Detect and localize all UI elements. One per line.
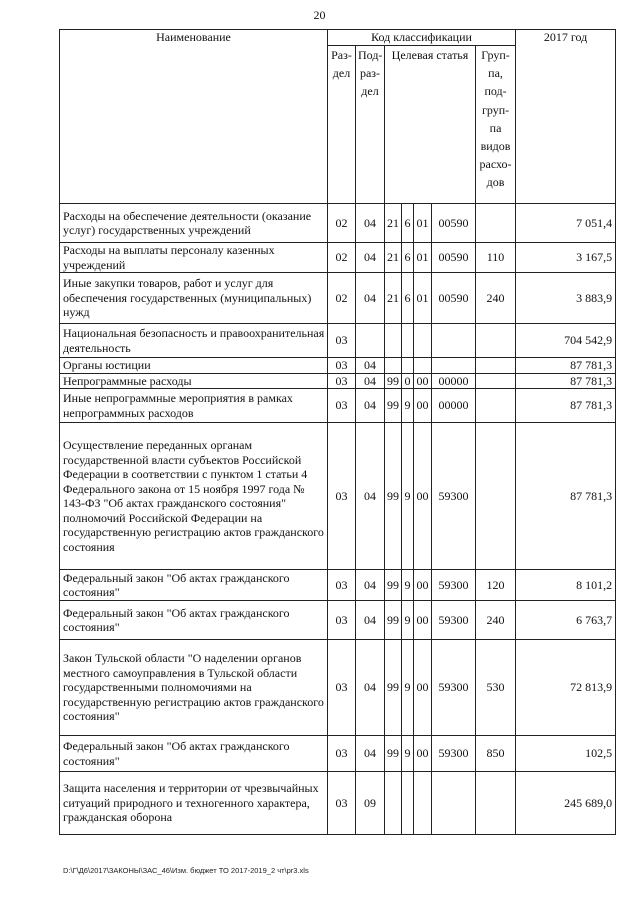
row-target-4 [432, 358, 476, 374]
row-vid [476, 772, 516, 835]
row-podrazdel: 09 [356, 772, 385, 835]
row-name: Непрограммные расходы [60, 373, 328, 389]
row-vid [476, 204, 516, 243]
row-target-4: 59300 [432, 423, 476, 570]
row-vid [476, 423, 516, 570]
row-podrazdel: 04 [356, 601, 385, 640]
row-podrazdel: 04 [356, 640, 385, 736]
row-name: Иные непрограммные мероприятия в рамках непрограммных расходов [60, 389, 328, 423]
row-razdel: 02 [328, 204, 356, 243]
row-amount: 704 542,9 [516, 324, 616, 358]
row-razdel: 03 [328, 601, 356, 640]
row-podrazdel: 04 [356, 570, 385, 601]
row-target-1: 21 [385, 204, 402, 243]
row-razdel: 03 [328, 423, 356, 570]
row-name: Национальная безопасность и правоохранительная деятельность [60, 324, 328, 358]
row-target-3: 00 [414, 373, 432, 389]
row-target-4: 00590 [432, 273, 476, 324]
row-name: Иные закупки товаров, работ и услуг для обеспечения государственных (муниципальных) нужд [60, 273, 328, 324]
row-razdel: 03 [328, 772, 356, 835]
row-target-2 [402, 358, 414, 374]
row-vid [476, 324, 516, 358]
row-target-3: 00 [414, 423, 432, 570]
header-name: Наименование [60, 30, 328, 204]
row-amount: 3 167,5 [516, 243, 616, 273]
row-vid: 240 [476, 273, 516, 324]
row-target-1: 21 [385, 243, 402, 273]
table-row [60, 358, 616, 374]
row-podrazdel: 04 [356, 389, 385, 423]
row-target-3: 00 [414, 736, 432, 772]
row-target-1 [385, 358, 402, 374]
row-target-3: 01 [414, 243, 432, 273]
header-podrazdel: Под- раз- дел [356, 46, 385, 204]
file-path-footer: D:\Г\Д6\2017\ЗАКОНЫ\ЗАС_46\Изм. бюджет ТО 2017-2019_2 чт\pr3.xls [63, 866, 309, 875]
table-row [60, 640, 616, 736]
row-podrazdel: 04 [356, 736, 385, 772]
row-target-3 [414, 324, 432, 358]
table-row [60, 204, 616, 243]
row-target-2: 9 [402, 423, 414, 570]
row-target-2: 0 [402, 373, 414, 389]
row-target-3: 01 [414, 204, 432, 243]
row-target-1: 99 [385, 423, 402, 570]
row-razdel: 02 [328, 243, 356, 273]
row-target-1: 99 [385, 601, 402, 640]
row-target-1: 99 [385, 736, 402, 772]
row-target-4: 00000 [432, 373, 476, 389]
row-amount: 6 763,7 [516, 601, 616, 640]
row-name: Федеральный закон "Об актах гражданского состояния" [60, 736, 328, 772]
row-target-1 [385, 324, 402, 358]
table-row [60, 423, 616, 570]
row-amount: 8 101,2 [516, 570, 616, 601]
header-razdel: Раз- дел [328, 46, 356, 204]
row-target-3: 00 [414, 640, 432, 736]
row-target-2: 9 [402, 389, 414, 423]
row-razdel: 03 [328, 373, 356, 389]
row-podrazdel [356, 324, 385, 358]
row-target-4: 59300 [432, 640, 476, 736]
row-target-3 [414, 358, 432, 374]
row-amount: 7 051,4 [516, 204, 616, 243]
row-podrazdel: 04 [356, 373, 385, 389]
row-target-2: 6 [402, 243, 414, 273]
row-target-4: 00000 [432, 389, 476, 423]
row-amount: 72 813,9 [516, 640, 616, 736]
row-target-2: 9 [402, 570, 414, 601]
row-target-3: 00 [414, 570, 432, 601]
row-podrazdel: 04 [356, 423, 385, 570]
row-podrazdel: 04 [356, 204, 385, 243]
row-amount: 245 689,0 [516, 772, 616, 835]
row-name: Осуществление переданных органам государственной власти субъектов Российской Федерации в соответствии с пунктом 1 статьи 4 Федерального закона от 15 ноября 1997 года № 143-ФЗ "Об актах гражданского состояния" полномочий Российской Федерации на государственную регистрацию актов гражданского состояния [60, 423, 328, 570]
row-target-3: 01 [414, 273, 432, 324]
row-vid: 120 [476, 570, 516, 601]
row-vid [476, 373, 516, 389]
row-target-1: 99 [385, 389, 402, 423]
row-amount: 102,5 [516, 736, 616, 772]
row-target-4: 00590 [432, 243, 476, 273]
row-target-3 [414, 772, 432, 835]
row-podrazdel: 04 [356, 358, 385, 374]
table-row [60, 389, 616, 423]
row-vid: 530 [476, 640, 516, 736]
row-vid [476, 389, 516, 423]
header-year: 2017 год [516, 30, 616, 204]
table-row [60, 273, 616, 324]
row-razdel: 02 [328, 273, 356, 324]
row-razdel: 03 [328, 389, 356, 423]
row-razdel: 03 [328, 736, 356, 772]
row-amount: 3 883,9 [516, 273, 616, 324]
row-amount: 87 781,3 [516, 373, 616, 389]
budget-table [59, 29, 616, 835]
row-target-3: 00 [414, 601, 432, 640]
row-name: Федеральный закон "Об актах гражданского состояния" [60, 570, 328, 601]
row-target-1: 99 [385, 570, 402, 601]
row-vid [476, 358, 516, 374]
row-razdel: 03 [328, 640, 356, 736]
row-target-4 [432, 772, 476, 835]
row-target-2 [402, 324, 414, 358]
row-target-1: 99 [385, 640, 402, 736]
header-code-group: Код классификации [328, 30, 516, 46]
table-row [60, 736, 616, 772]
row-name: Расходы на выплаты персоналу казенных учреждений [60, 243, 328, 273]
row-target-2: 9 [402, 736, 414, 772]
row-podrazdel: 04 [356, 243, 385, 273]
table-row [60, 243, 616, 273]
table-row [60, 373, 616, 389]
row-target-4: 59300 [432, 601, 476, 640]
table-row [60, 772, 616, 835]
row-razdel: 03 [328, 570, 356, 601]
row-target-1: 21 [385, 273, 402, 324]
row-name: Расходы на обеспечение деятельности (оказание услуг) государственных учреждений [60, 204, 328, 243]
row-name: Органы юстиции [60, 358, 328, 374]
row-target-4: 59300 [432, 570, 476, 601]
row-amount: 87 781,3 [516, 358, 616, 374]
table-row [60, 601, 616, 640]
row-target-1 [385, 772, 402, 835]
row-target-4: 00590 [432, 204, 476, 243]
row-target-3: 00 [414, 389, 432, 423]
row-target-4: 59300 [432, 736, 476, 772]
row-vid: 850 [476, 736, 516, 772]
row-razdel: 03 [328, 324, 356, 358]
table-row [60, 324, 616, 358]
row-vid: 240 [476, 601, 516, 640]
row-amount: 87 781,3 [516, 389, 616, 423]
row-target-2: 9 [402, 640, 414, 736]
header-vid: Груп- па, под- груп- па видов расхо- дов [476, 46, 516, 204]
row-amount: 87 781,3 [516, 423, 616, 570]
row-target-2: 6 [402, 204, 414, 243]
row-target-1: 99 [385, 373, 402, 389]
row-target-2: 6 [402, 273, 414, 324]
row-podrazdel: 04 [356, 273, 385, 324]
row-target-4 [432, 324, 476, 358]
row-name: Закон Тульской области "О наделении органов местного самоуправления в Тульской области государственными полномочиями на государственную регистрацию актов гражданского состояния" [60, 640, 328, 736]
row-vid: 110 [476, 243, 516, 273]
table-row [60, 570, 616, 601]
row-razdel: 03 [328, 358, 356, 374]
header-target: Целевая статья [385, 46, 476, 204]
row-target-2: 9 [402, 601, 414, 640]
page-number: 20 [313, 8, 326, 22]
row-name: Федеральный закон "Об актах гражданского состояния" [60, 601, 328, 640]
row-name: Защита населения и территории от чрезвычайных ситуаций природного и техногенного характера, гражданская оборона [60, 772, 328, 835]
row-target-2 [402, 772, 414, 835]
